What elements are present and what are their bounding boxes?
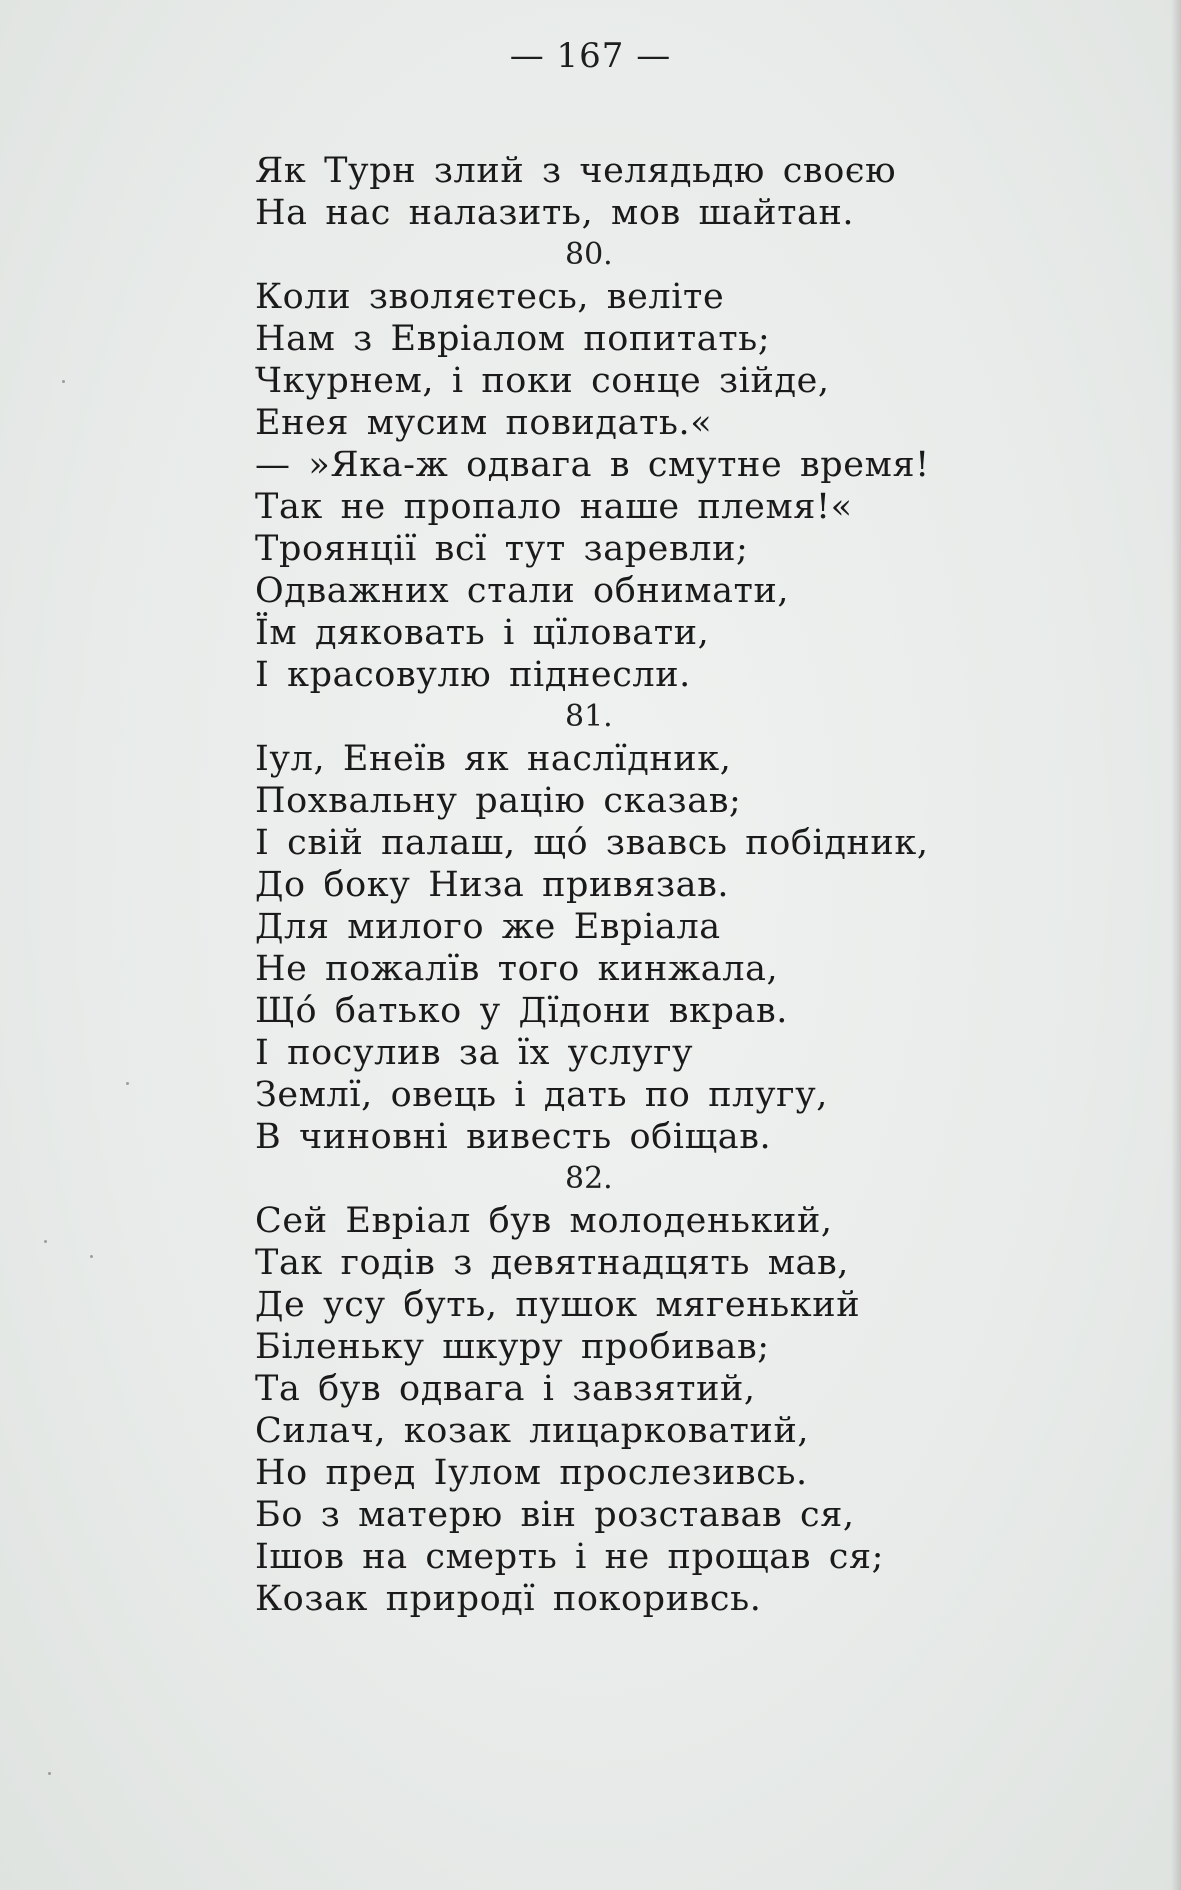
poem-line: — »Яка-ж одвага в смутне время! (255, 445, 930, 485)
poem-line: В чиновні вивесть обіщав. (255, 1117, 772, 1157)
poem-line: І свій палаш, щó звавсь побідник, (255, 823, 929, 863)
stanza-number: 81. (565, 699, 613, 734)
poem-line: До боку Низа привязав. (255, 865, 730, 905)
stanza-80 (255, 234, 1015, 696)
poem-line: Ішов на смерть і не прощав ся; (255, 1537, 885, 1577)
stanza-81 (255, 696, 1015, 1158)
paper-speck (48, 1772, 51, 1775)
poem-line: Троянції всї тут заревли; (255, 529, 749, 569)
poem-line: Сей Евріал був молоденький, (255, 1201, 833, 1241)
paper-speck (62, 380, 65, 383)
poem-line: Похвальну рацію сказав; (255, 781, 742, 821)
stanza-number: 80. (565, 237, 613, 272)
page-edge-shadow (1171, 0, 1181, 1890)
stanza-number: 82. (565, 1161, 613, 1196)
poem-line: Щó батько у Дїдони вкрав. (255, 991, 789, 1031)
poem-line: Для милого же Евріала (255, 907, 721, 947)
poem-line: Землї, овець і дать по плугу, (255, 1075, 829, 1115)
poem-line: Їм дяковать і цїловати, (255, 613, 710, 653)
poem-line: На нас налазить, мов шайтан. (255, 193, 855, 233)
poem-line: Так не пропало наше плeмя!« (255, 487, 853, 527)
poem-line: Но пред Іулом прослезивсь. (255, 1453, 808, 1493)
poem-line: І красовулю піднесли. (255, 655, 691, 695)
paper-speck (44, 1240, 47, 1243)
poem-line: Нам з Евріалом попитать; (255, 319, 771, 359)
poem-line: Козак природї покоривсь. (255, 1579, 762, 1619)
poem-line: Біленьку шкуру пробивав; (255, 1327, 770, 1367)
poem-line: Чкурнем, і поки сонце зійде, (255, 361, 830, 401)
page-number: — 167 — (509, 36, 672, 76)
poem-line: Бо з матерю він розставав ся, (255, 1495, 855, 1535)
stanza-continuation (255, 150, 1015, 234)
paper-speck (126, 1082, 129, 1085)
poem-line: Енея мусим повидать.« (255, 403, 713, 443)
poem-line: Де усу буть, пушок мягенький (255, 1285, 861, 1325)
poem-line: Як Турн злий з челядьдю своєю (255, 151, 897, 191)
poem-line: Не пожалїв того кинжала, (255, 949, 779, 989)
poem-line: І посулив за їх услугу (255, 1033, 694, 1073)
poem-line: Коли зволяєтесь, веліте (255, 277, 725, 317)
poem-line: Силач, козак лицарковатий, (255, 1411, 810, 1451)
poem-text (255, 150, 1015, 1620)
poem-line: Іул, Енеїв як наслїдник, (255, 739, 732, 779)
stanza-82 (255, 1158, 1015, 1620)
poem-line: Та був одвага і завзятий, (255, 1369, 756, 1409)
paper-speck (90, 1255, 93, 1258)
poem-line: Так годів з девятнадцять мав, (255, 1243, 850, 1283)
poem-line: Одважних стали обнимати, (255, 571, 790, 611)
